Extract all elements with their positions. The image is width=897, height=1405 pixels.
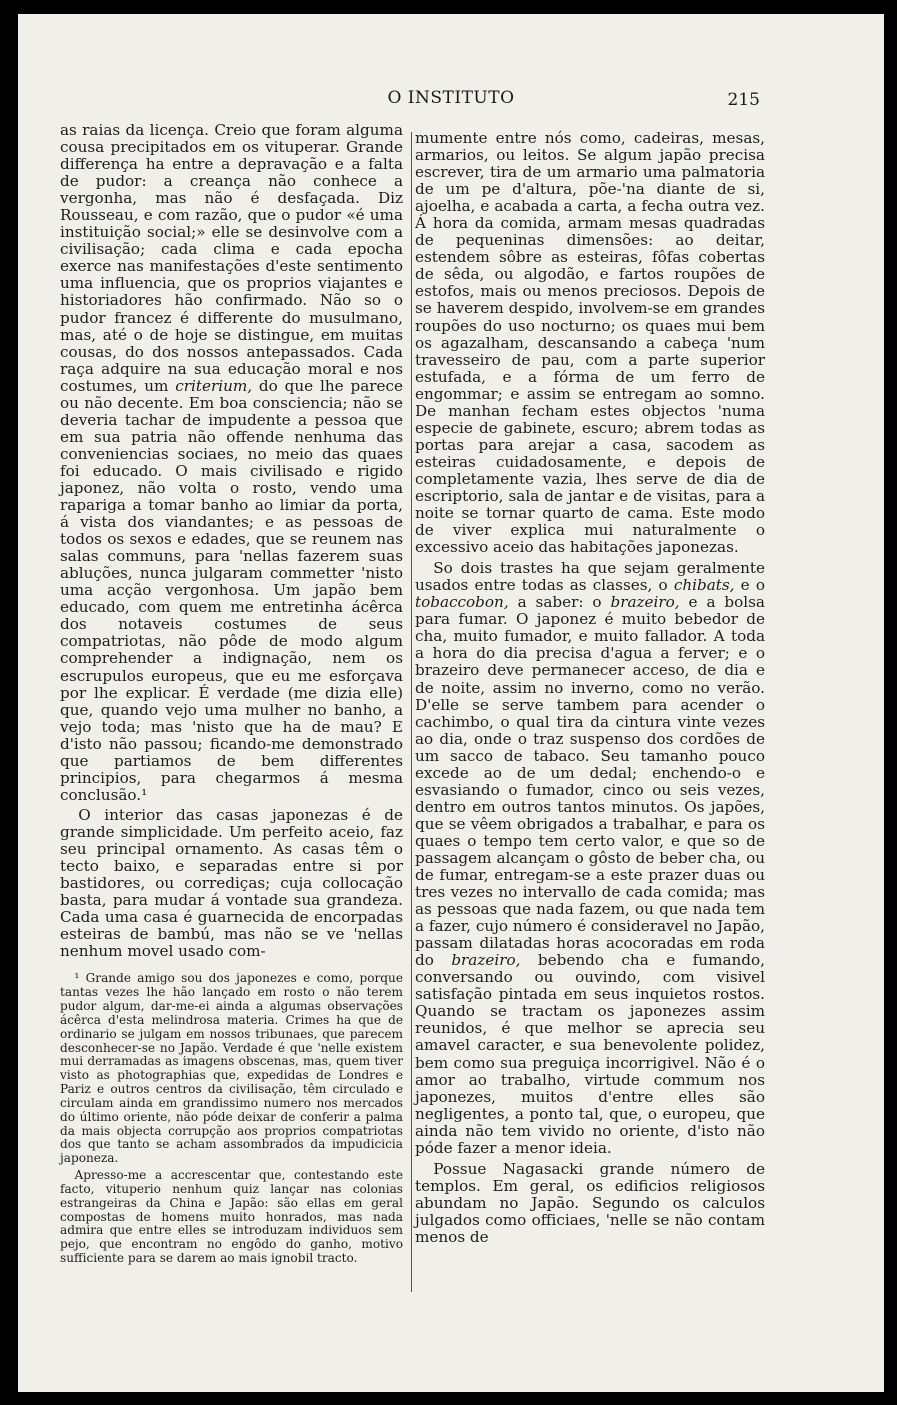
right-p2-b: e o [734, 576, 765, 595]
page-header [18, 88, 884, 116]
footnote-1: ¹ Grande amigo sou dos japonezes e como, porque tantas vezes lhe hão lançado em rosto o não terem pudor algum, dar-me-ei ainda a algumas observações ácêrca d'esta melindrosa materia. Crimes ha que de ordinario se julgam em nossos tribunaes, que parecem desconhecer-se no Japão. Verdade é que 'nelle existem mui derramadas as imagens obscenas, mas, quem tiver visto as photographias que, expedidas de Londres e Pariz e outros centros da civilisação, têm circulado e circulam ainda em grandissimo numero nos mercados do último oriente, não póde deixar de conferir a palma da mais objecta corrupção aos proprios compatriotas dos que tanto se acham assombrados da impudicicia japoneza. [60, 971, 403, 1166]
right-p2-c: a saber: o [508, 593, 611, 612]
right-paragraph-3: Possue Nagasacki grande número de templos. Em geral, os edificios religiosos abundam no Japão. Segundo os calculos julgados como officiaes, 'nelle se não contam menos de [415, 1159, 765, 1246]
column-divider [411, 132, 412, 1292]
right-p2-italic-2: tobaccobon, [415, 593, 509, 612]
right-p2-a: So dois trastes ha que sejam geralmente usados entre todas as classes, o [415, 559, 765, 595]
left-p1-text: as raias da licença. Creio que foram alguma cousa precipitados em os vituperar. Grande differença ha entre a depravação e a falta de pudor: a creança não conhece a vergonha, mas não é desfaçada. Diz Rousseau, e com razão, que o pudor «é uma instituição social;» elle se desinvolve com a civilisação; cada clima e cada epocha exerce nas manifestações d'este sentimento uma influencia, que os proprios viajantes e historiadores hão confirmado. Não so o pudor francez é differente do musulmano, mas, até o de hoje se distingue, em muitas cousas, do dos nossos antepassados. Cada raça adquire na sua educação moral e nos costumes, um [60, 121, 403, 395]
left-p1-italic: criterium, [175, 376, 253, 395]
footnotes [60, 972, 403, 1266]
left-paragraph-2: O interior das casas japonezas é de grande simplicidade. Um perfeito aceio, faz seu principal ornamento. As casas têm o tecto baixo, e separadas entre si por bastidores, ou corrediças; cuja collocação basta, para mudar á vontade sua grandeza. Cada uma casa é guarnecida de encorpadas esteiras de bambú, mas não se ve 'nellas nenhum movel usado com- [60, 805, 403, 961]
footnote-2: Apresso-me a accrescentar que, contestando este facto, vituperio nenhum quiz lançar nas colonias estrangeiras da China e Japão: são ellas em geral compostas de homens muito honrados, mas nada admira que entre elles se introduzam individuos sem pejo, que encontram no engôdo do ganho, motivo sufficiente para se darem ao mais ignobil tracto. [60, 1168, 403, 1266]
right-p2-italic-4: brazeiro, [451, 951, 521, 970]
left-column [60, 122, 403, 1266]
left-p1-rest: do que lhe parece ou não decente. Em boa consciencia; não se deveria tachar de impudente a pessoa que em sua patria não offende nenhuma das conveniencias sociaes, no meio das quaes foi educado. O mais civilisado e rigido japonez, não volta o rosto, vendo uma rapariga a tomar banho ao limiar da porta, á vista dos viandantes; e as pessoas de todos os sexos e edades, que se reunem nas salas communs, para 'nellas fazerem suas abluções, nunca julgaram commetter 'nisto uma acção vergonhosa. Um japão bem educado, com quem me entretinha ácêrca dos notaveis costumes de seus compatriotas, não pôde de modo algum comprehender a indignação, nem os escrupulos europeus, que eu me esforçava por lhe explicar. É verdade (me dizia elle) que, quando vejo uma mulher no banho, a vejo toda; mas 'nisto que ha de mau? E d'isto não passou; ficando-me demonstrado que partiamos de bem differentes principios, para chegarmos á mesma conclusão.¹ [60, 376, 403, 804]
left-paragraph-1 [60, 122, 403, 804]
right-p2-italic-1: chibats, [673, 576, 735, 595]
running-title: O INSTITUTO [387, 88, 515, 108]
right-p2-e: bebendo cha e fumando, conversando ou ouvindo, com visivel satisfação pintada em seus inquietos rostos. Quando se tractam os japonezes assim reunidos, é que melhor se aprecia seu amavel caracter, e sua benevolente polidez, bem como sua preguiça incorrigivel. Não é o amor ao trabalho, virtude commum nos japonezes, muitos d'entre elles são negligentes, a ponto tal, que, o europeu, que ainda não tem vivido no oriente, d'isto não póde fazer a menor ideia. [415, 951, 765, 1157]
book-page [18, 14, 884, 1392]
right-paragraph-1: mumente entre nós como, cadeiras, mesas, armarios, ou leitos. Se algum japão precisa escrever, tira de um armario uma palmatoria de um pe d'altura, põe-'na diante de si, ajoelha, e acabada a carta, a fecha outra vez. Á hora da comida, armam mesas quadradas de pequeninas dimensões: ao deitar, estendem sôbre as esteiras, fôfas cobertas de sêda, ou algodão, e fartos roupões de estofos, mais ou menos preciosos. Depois de se haverem despido, involvem-se em grandes roupões do uso nocturno; os quaes mui bem os agazalham, descansando a cabeça 'num travesseiro de pau, com a parte superior estufada, e a fórma de um ferro de engommar; e assim se entregam ao somno. De manhan fecham estes objectos 'numa especie de gabinete, escuro; abrem todas as portas para arejar a casa, sacodem as esteiras cuidadosamente, e depois de completamente vazia, lhes serve de dia de escriptorio, sala de jantar e de visitas, para a noite se tornar quarto de cama. Este modo de viver explica mui naturalmente o excessivo aceio das habitações japonezas. [415, 129, 765, 557]
right-paragraph-2 [415, 560, 765, 1157]
right-column [415, 130, 765, 1246]
right-p2-d: e a bolsa para fumar. O japonez é muito bebedor de cha, muito fumador, e muito fallador. A toda a hora do dia precisa d'agua a ferver; e o brazeiro deve permanecer acceso, de dia e de noite, assim no inverno, como no verão. D'elle se serve tambem para acender o cachimbo, o qual tira da cintura vinte vezes ao dia, onde o traz suspenso dos cordões de um sacco de tabaco. Seu tamanho pouco excede ao de um dedal; enchendo-o e esvasiando o fumador, cinco ou seis vezes, dentro em outros tantos minutos. Os japões, que se vêem obrigados a trabalhar, e para os quaes o tempo tem certo valor, e que so de passagem alcançam o gôsto de beber cha, ou de fumar, entregam-se a este prazer duas ou tres vezes no intervallo de cada comida; mas as pessoas que nada fazem, ou que nada tem a fazer, cujo número é consideravel no Japão, passam dilatadas horas acocoradas em roda do [415, 593, 765, 970]
page-number: 215 [727, 90, 760, 110]
right-p2-italic-3: brazeiro, [610, 593, 680, 612]
